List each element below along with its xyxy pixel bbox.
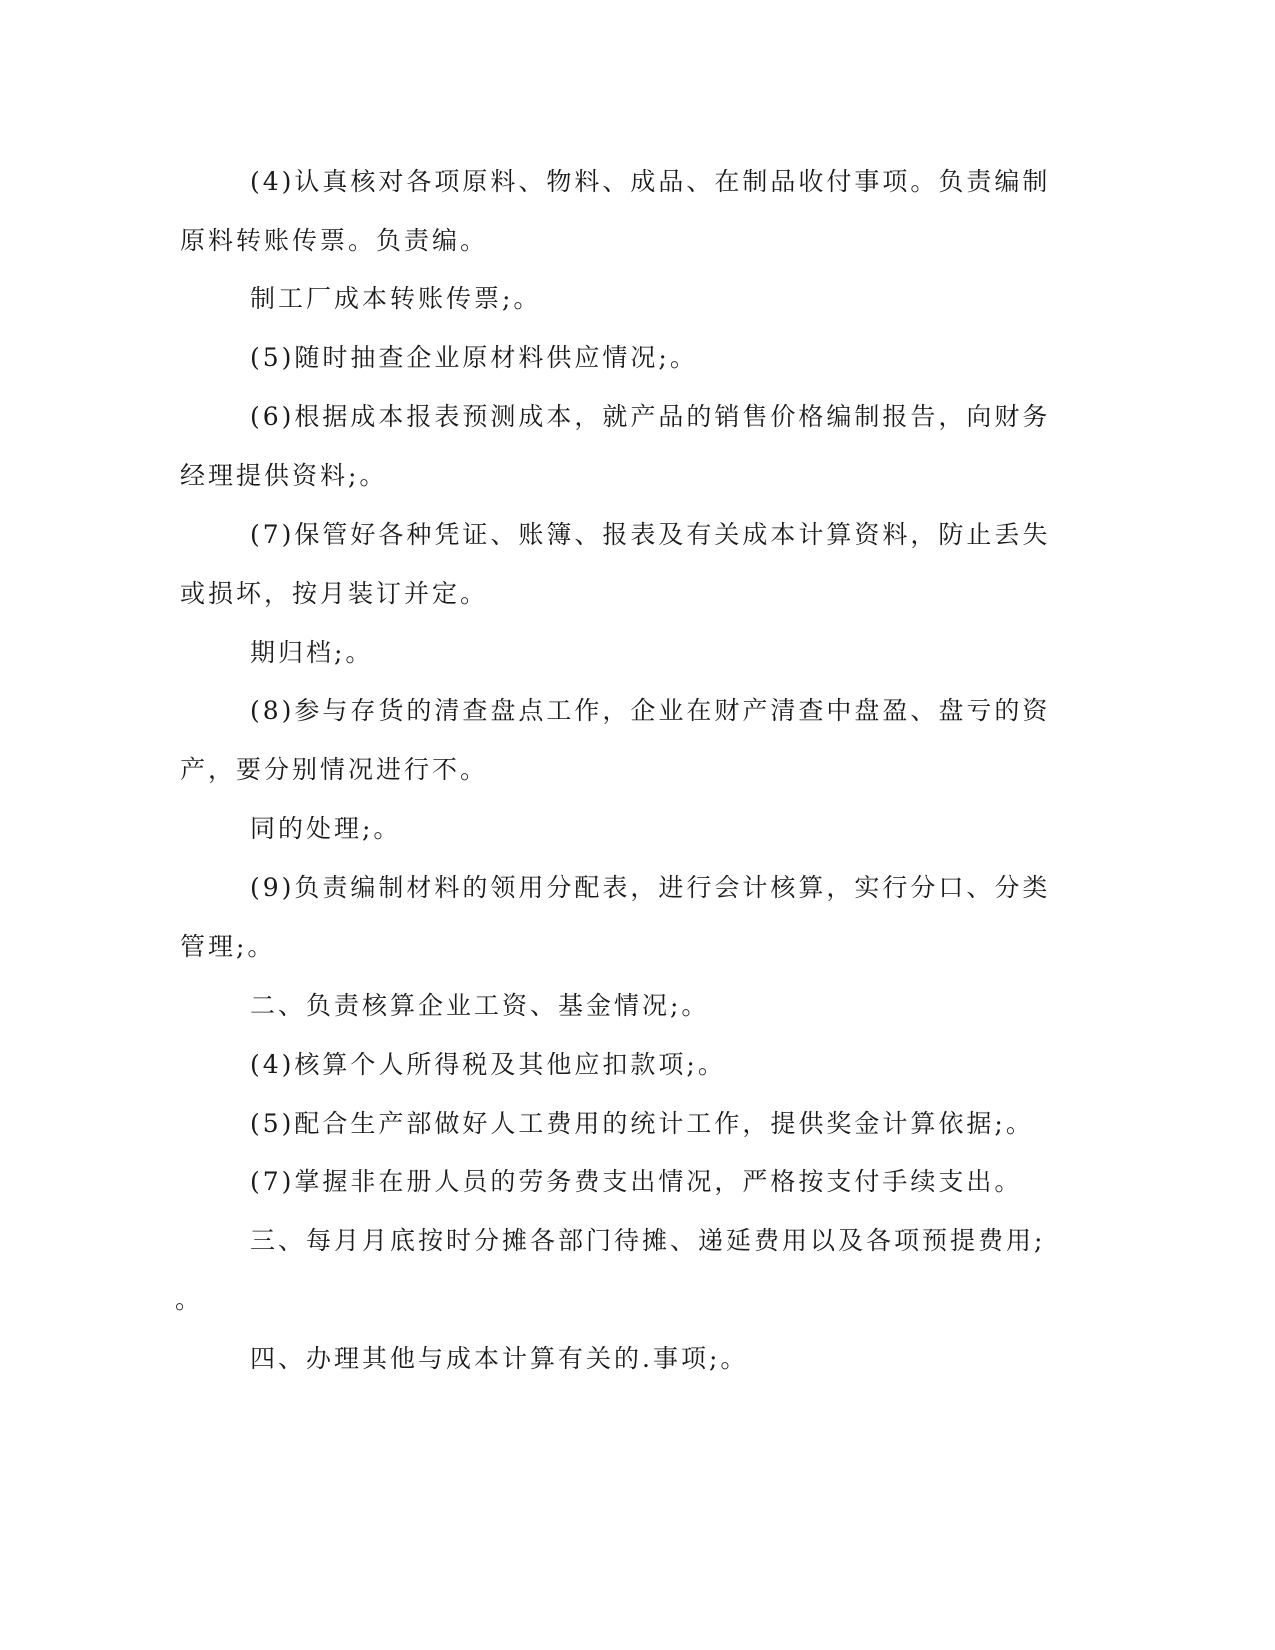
paragraph-line: 制工厂成本转账传票;。 [250, 284, 542, 313]
paragraph-line: 四、办理其他与成本计算有关的.事项;。 [250, 1344, 749, 1373]
paragraph-line: 经理提供资料;。 [180, 461, 388, 490]
paragraph-line: 原料转账传票。负责编。 [180, 226, 489, 255]
paragraph-line: (7)掌握非在册人员的劳务费支出情况，严格按支付手续支出。 [250, 1167, 1023, 1196]
paragraph-line: (6)根据成本报表预测成本，就产品的销售价格编制报告，向财务 [250, 402, 1051, 431]
paragraph-line: 三、每月月底按时分摊各部门待摊、递延费用以及各项预提费用; [250, 1226, 1046, 1255]
paragraph-line: (4)认真核对各项原料、物料、成品、在制品收付事项。负责编制 [250, 167, 1051, 196]
paragraph-line: (5)随时抽查企业原材料供应情况;。 [250, 343, 698, 372]
paragraph-line: 。 [175, 1285, 204, 1314]
paragraph-line: 或损坏，按月装订并定。 [180, 579, 489, 608]
paragraph-line: (4)核算个人所得税及其他应扣款项;。 [250, 1050, 726, 1079]
paragraph-line: 二、负责核算企业工资、基金情况;。 [250, 991, 710, 1020]
paragraph-line: 产，要分别情况进行不。 [180, 755, 489, 784]
paragraph-line: (9)负责编制材料的领用分配表，进行会计核算，实行分口、分类 [250, 873, 1051, 902]
paragraph-line: (8)参与存货的清查盘点工作，企业在财产清查中盘盈、盘亏的资 [250, 696, 1051, 725]
paragraph-line: 同的处理;。 [250, 814, 402, 843]
paragraph-line: (5)配合生产部做好人工费用的统计工作，提供奖金计算依据;。 [250, 1109, 1034, 1138]
paragraph-line: 管理;。 [180, 932, 276, 961]
paragraph-line: (7)保管好各种凭证、账簿、报表及有关成本计算资料，防止丢失 [250, 520, 1051, 549]
paragraph-line: 期归档;。 [250, 638, 374, 667]
